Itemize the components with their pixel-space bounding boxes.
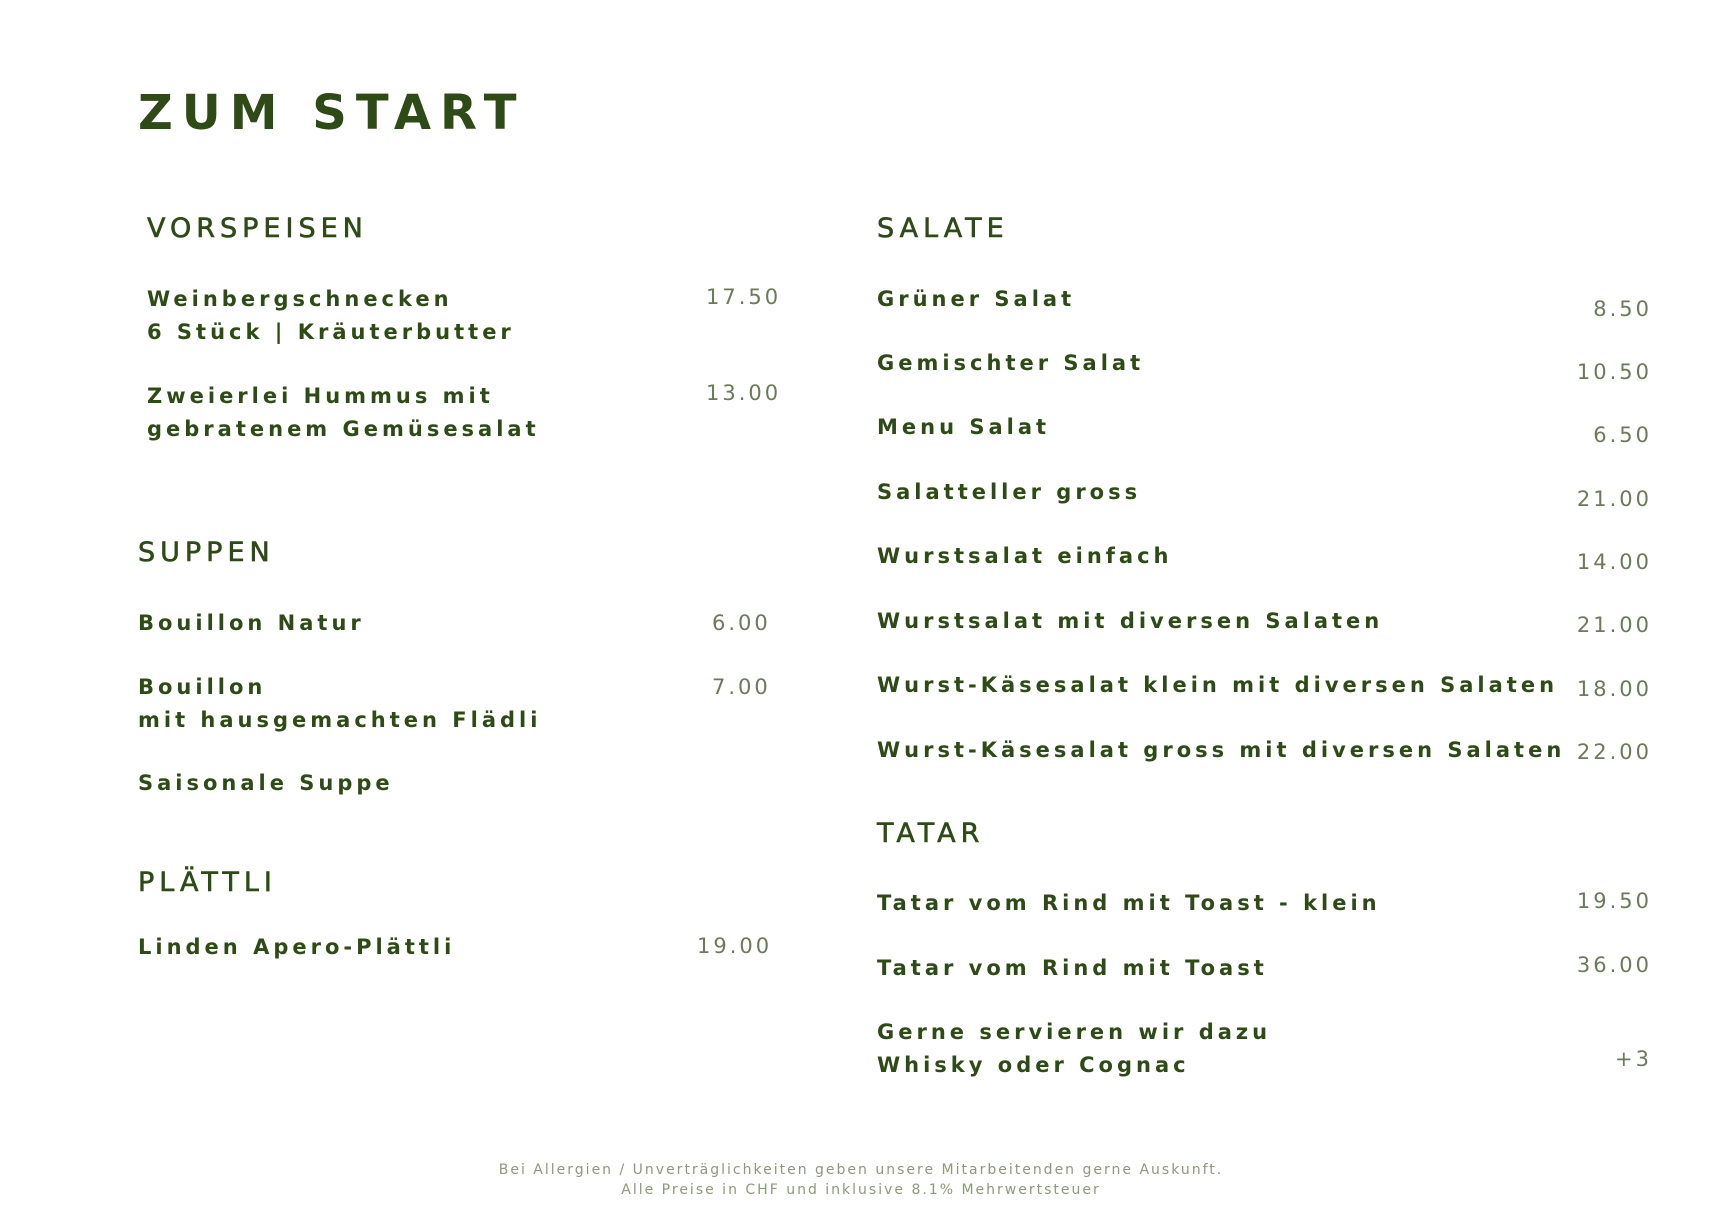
menu-item-price: +3 (1615, 1047, 1652, 1071)
menu-item-price: 17.50 (706, 285, 782, 309)
menu-item-price: 36.00 (1576, 953, 1652, 977)
menu-item-name: Wurstsalat mit diversen Salaten (877, 609, 1384, 633)
menu-item-name: Zweierlei Hummus mit (147, 384, 494, 408)
section-heading-salate: SALATE (877, 213, 1009, 244)
menu-item-price: 19.00 (697, 934, 773, 958)
menu-item-name: Wurst-Käsesalat klein mit diversen Salaten (877, 673, 1559, 697)
menu-item-price: 13.00 (706, 381, 782, 405)
menu-item-price: 18.00 (1576, 677, 1652, 701)
menu-item-name: Grüner Salat (877, 287, 1076, 311)
menu-item-name: Wurstsalat einfach (877, 544, 1173, 568)
section-heading-vorspeisen: VORSPEISEN (147, 213, 368, 244)
menu-item-price: 8.50 (1593, 297, 1652, 321)
menu-item-name: Saisonale Suppe (138, 771, 394, 795)
menu-item-name: Salatteller gross (877, 480, 1142, 504)
menu-item-name-line2: gebratenem Gemüsesalat (147, 417, 540, 441)
menu-item-name: Wurst-Käsesalat gross mit diversen Salaten (877, 738, 1566, 762)
menu-item-price: 19.50 (1576, 889, 1652, 913)
menu-item-name: Linden Apero-Plättli (138, 935, 456, 959)
menu-item-price: 22.00 (1576, 740, 1652, 764)
menu-item-price: 7.00 (712, 675, 771, 699)
menu-item-name: Bouillon (138, 675, 267, 699)
menu-item-description: mit hausgemachten Flädli (138, 708, 542, 732)
menu-item-name-line2: Whisky oder Cognac (877, 1053, 1190, 1077)
footer-price-note: Alle Preise in CHF und inklusive 8.1% Mehrwertsteuer (621, 1182, 1101, 1198)
menu-item-price: 10.50 (1576, 360, 1652, 384)
menu-item-description: 6 Stück | Kräuterbutter (147, 320, 515, 344)
menu-item-name: Weinbergschnecken (147, 287, 453, 311)
menu-item-name: Gemischter Salat (877, 351, 1145, 375)
menu-item-name: Menu Salat (877, 415, 1051, 439)
section-heading-plaettli: PLÄTTLI (138, 867, 277, 898)
menu-item-name: Tatar vom Rind mit Toast - klein (877, 891, 1381, 915)
menu-item-price: 21.00 (1576, 487, 1652, 511)
menu-item-name: Bouillon Natur (138, 611, 365, 635)
menu-item-price: 6.00 (712, 611, 771, 635)
page-title: ZUM START (138, 85, 526, 141)
section-heading-tatar: TATAR (877, 818, 985, 849)
menu-item-price: 21.00 (1576, 613, 1652, 637)
footer-allergy-note: Bei Allergien / Unverträglichkeiten geben unsere Mitarbeitenden gerne Auskunft. (498, 1162, 1224, 1178)
menu-item-price: 14.00 (1576, 550, 1652, 574)
menu-item-name: Tatar vom Rind mit Toast (877, 956, 1268, 980)
menu-item-price: 6.50 (1593, 423, 1652, 447)
menu-item-name: Gerne servieren wir dazu (877, 1020, 1272, 1044)
section-heading-suppen: SUPPEN (138, 537, 275, 568)
footer-note (0, 1160, 1722, 1200)
